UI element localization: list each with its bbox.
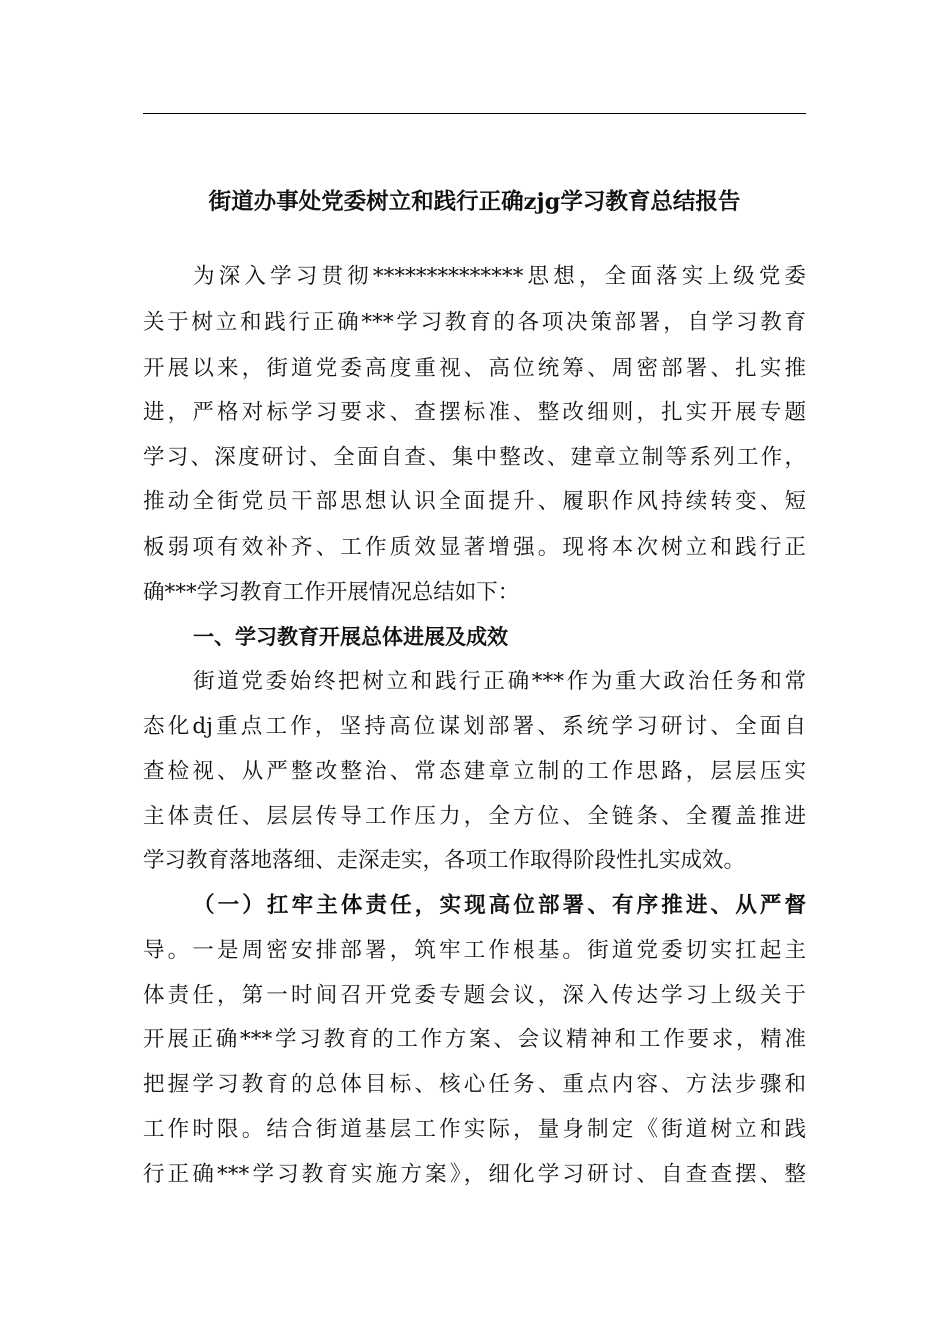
paragraph-line: 关于树立和践行正确***学习教育的各项决策部署，自学习教育 — [143, 310, 806, 335]
paragraph-line: 学习教育落地落细、走深走实，各项工作取得阶段性扎实成效。 — [143, 848, 746, 873]
paragraph-line: 开展以来，街道党委高度重视、高位统筹、周密部署、扎实推 — [143, 356, 806, 381]
paragraph-line: 板弱项有效补齐、工作质效显著增强。现将本次树立和践行正 — [143, 535, 806, 560]
header-rule — [143, 113, 806, 114]
paragraph-line: 查检视、从严整改整治、常态建章立制的工作思路，层层压实 — [143, 759, 806, 784]
paragraph-line: 街道党委始终把树立和践行正确***作为重大政治任务和常 — [193, 669, 806, 694]
paragraph-line: 进，严格对标学习要求、查摆标准、整改细则，扎实开展专题 — [143, 400, 806, 425]
paragraph-line: 推动全街党员干部思想认识全面提升、履职作风持续转变、短 — [143, 489, 806, 514]
section-heading: 一、学习教育开展总体进展及成效 — [193, 625, 508, 649]
subsection-heading: （一）扛牢主体责任，实现高位部署、有序推进、从严督 — [193, 893, 806, 918]
paragraph-line: 为深入学习贯彻**************思想，全面落实上级党委 — [193, 264, 806, 289]
paragraph-line: 体责任，第一时间召开党委专题会议，深入传达学习上级关于 — [143, 983, 806, 1008]
paragraph-line: 把握学习教育的总体目标、核心任务、重点内容、方法步骤和 — [143, 1072, 806, 1097]
paragraph-line: 行正确***学习教育实施方案》，细化学习研讨、自查查摆、整 — [143, 1162, 806, 1187]
paragraph-line: 工作时限。结合街道基层工作实际，量身制定《街道树立和践 — [143, 1117, 806, 1142]
paragraph-line: 导。一是周密安排部署，筑牢工作根基。街道党委切实扛起主 — [143, 938, 806, 963]
paragraph-line: 确***学习教育工作开展情况总结如下： — [143, 580, 520, 605]
paragraph-line: 学习、深度研讨、全面自查、集中整改、建章立制等系列工作， — [143, 445, 806, 470]
paragraph-line: 开展正确***学习教育的工作方案、会议精神和工作要求，精准 — [143, 1027, 806, 1052]
document-title: 街道办事处党委树立和践行正确zjg学习教育总结报告 — [208, 189, 741, 215]
paragraph-line: 态化dj重点工作，坚持高位谋划部署、系统学习研讨、全面自 — [143, 714, 806, 739]
paragraph-line: 主体责任、层层传导工作压力，全方位、全链条、全覆盖推进 — [143, 804, 806, 829]
